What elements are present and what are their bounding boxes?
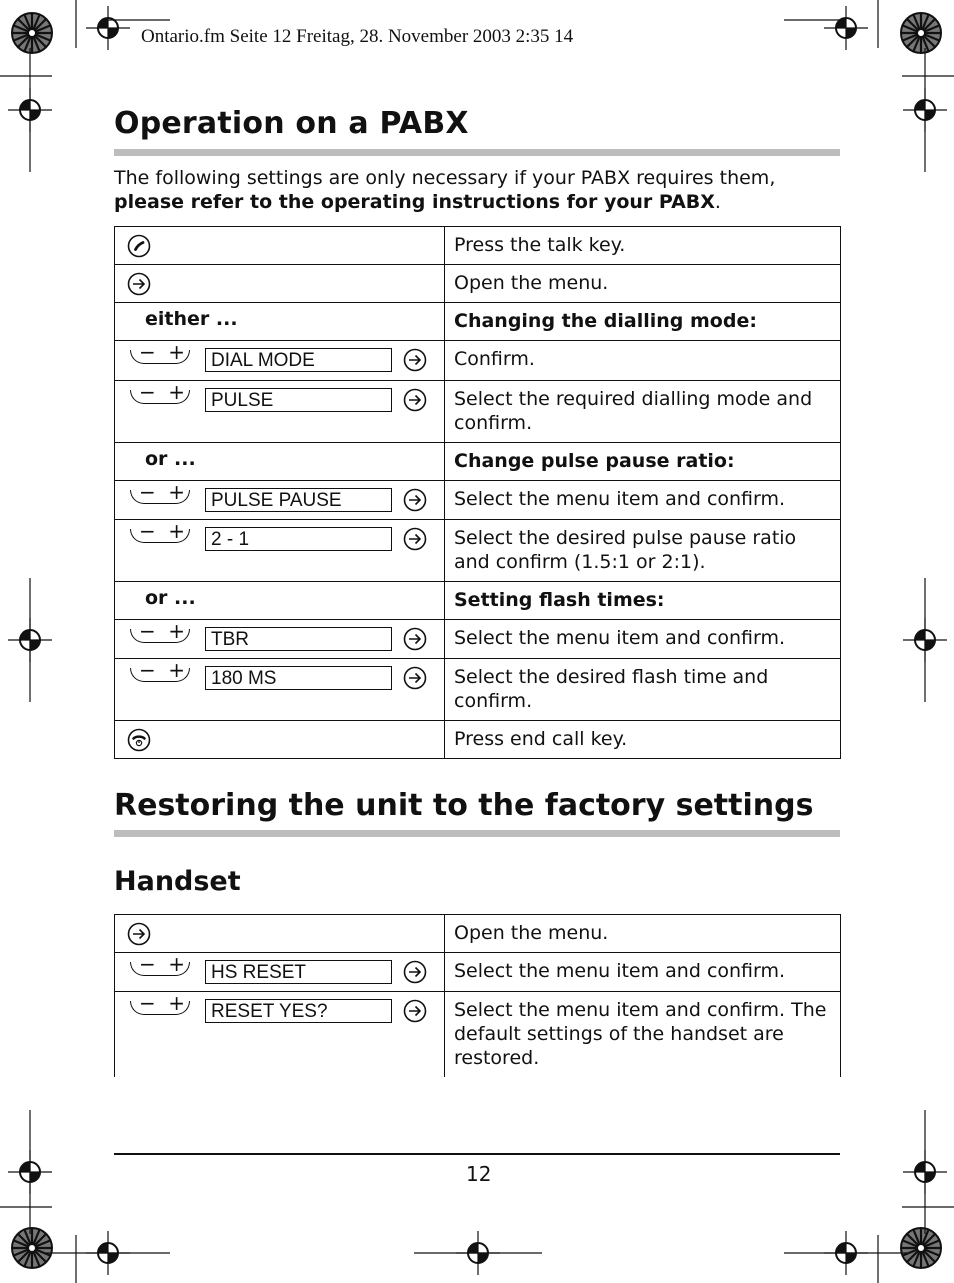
- instruction-text: Open the menu.: [445, 915, 841, 953]
- table-row: [115, 992, 841, 1078]
- instruction-text: Press the talk key.: [445, 227, 841, 265]
- display-text: PULSE: [205, 388, 392, 412]
- intro-text: The following settings are only necessary if your PABX requires them,: [114, 167, 776, 189]
- table-row: [115, 481, 841, 520]
- rocker-key-icon: − +: [127, 628, 193, 650]
- ok-key-icon: [403, 666, 427, 690]
- ok-key-icon: [403, 488, 427, 512]
- page-number: 12: [466, 1162, 492, 1186]
- file-header: Ontario.fm Seite 12 Freitag, 28. November 2003 2:35 14: [141, 26, 574, 47]
- instruction-text: Select the desired pulse pause ratio and confirm (1.5:1 or 2:1).: [445, 520, 841, 582]
- or-label: or ...: [145, 587, 196, 609]
- rocker-key-icon: − +: [127, 961, 193, 983]
- rocker-key-icon: − +: [127, 667, 193, 689]
- display-text: 180 MS: [205, 666, 392, 690]
- rocker-key-icon: − +: [127, 489, 193, 511]
- title-rule: [114, 149, 840, 156]
- ok-key-icon: [403, 527, 427, 551]
- instruction-text: Open the menu.: [445, 265, 841, 303]
- display-text: TBR: [205, 627, 392, 651]
- table-row: [115, 265, 841, 303]
- table-row: [115, 303, 841, 341]
- or-label: or ...: [145, 448, 196, 470]
- rocker-key-icon: − +: [127, 349, 193, 371]
- table-row: [115, 721, 841, 759]
- table-row: [115, 915, 841, 953]
- table-row: [115, 341, 841, 381]
- table-row: [115, 227, 841, 265]
- instruction-text: Select the menu item and confirm. The default settings of the handset are restored.: [445, 992, 841, 1078]
- footer-rule: [114, 1153, 840, 1155]
- option-heading: Setting flash times:: [445, 582, 841, 620]
- table-row: [115, 659, 841, 721]
- instruction-text: Select the desired flash time and confirm.: [445, 659, 841, 721]
- ok-key-icon: [403, 627, 427, 651]
- table-row: [115, 620, 841, 659]
- display-text: RESET YES?: [205, 999, 392, 1023]
- display-text: 2 - 1: [205, 527, 392, 551]
- handset-reset-table: [114, 914, 841, 1077]
- end-call-key-icon: [127, 728, 151, 752]
- page-title: Operation on a PABX: [114, 106, 469, 141]
- display-text: HS RESET: [205, 960, 392, 984]
- table-row: [115, 582, 841, 620]
- table-row: [115, 953, 841, 992]
- ok-key-icon: [127, 272, 151, 296]
- talk-key-icon: [127, 234, 151, 258]
- either-label: either ...: [145, 308, 238, 330]
- intro-bold-text: please refer to the operating instructions for your PABX: [114, 191, 715, 213]
- ok-key-icon: [403, 388, 427, 412]
- section-rule: [114, 830, 840, 837]
- section-title: Restoring the unit to the factory settings: [114, 788, 814, 823]
- rocker-key-icon: − +: [127, 1000, 193, 1022]
- instruction-text: Select the menu item and confirm.: [445, 481, 841, 520]
- instruction-text: Select the menu item and confirm.: [445, 953, 841, 992]
- ok-key-icon: [403, 348, 427, 372]
- option-heading: Changing the dialling mode:: [445, 303, 841, 341]
- rocker-key-icon: − +: [127, 389, 193, 411]
- pabx-steps-table: [114, 226, 841, 759]
- instruction-text: Select the menu item and confirm.: [445, 620, 841, 659]
- instruction-text: Confirm.: [445, 341, 841, 381]
- table-row: [115, 520, 841, 582]
- subsection-title: Handset: [114, 866, 241, 897]
- ok-key-icon: [127, 922, 151, 946]
- ok-key-icon: [403, 999, 427, 1023]
- display-text: PULSE PAUSE: [205, 488, 392, 512]
- intro-paragraph: [114, 166, 840, 214]
- rocker-key-icon: − +: [127, 528, 193, 550]
- ok-key-icon: [403, 960, 427, 984]
- table-row: [115, 381, 841, 443]
- table-row: [115, 443, 841, 481]
- instruction-text: Press end call key.: [445, 721, 841, 759]
- display-text: DIAL MODE: [205, 348, 392, 372]
- intro-end: .: [714, 191, 721, 213]
- option-heading: Change pulse pause ratio:: [445, 443, 841, 481]
- instruction-text: Select the required dialling mode and confirm.: [445, 381, 841, 443]
